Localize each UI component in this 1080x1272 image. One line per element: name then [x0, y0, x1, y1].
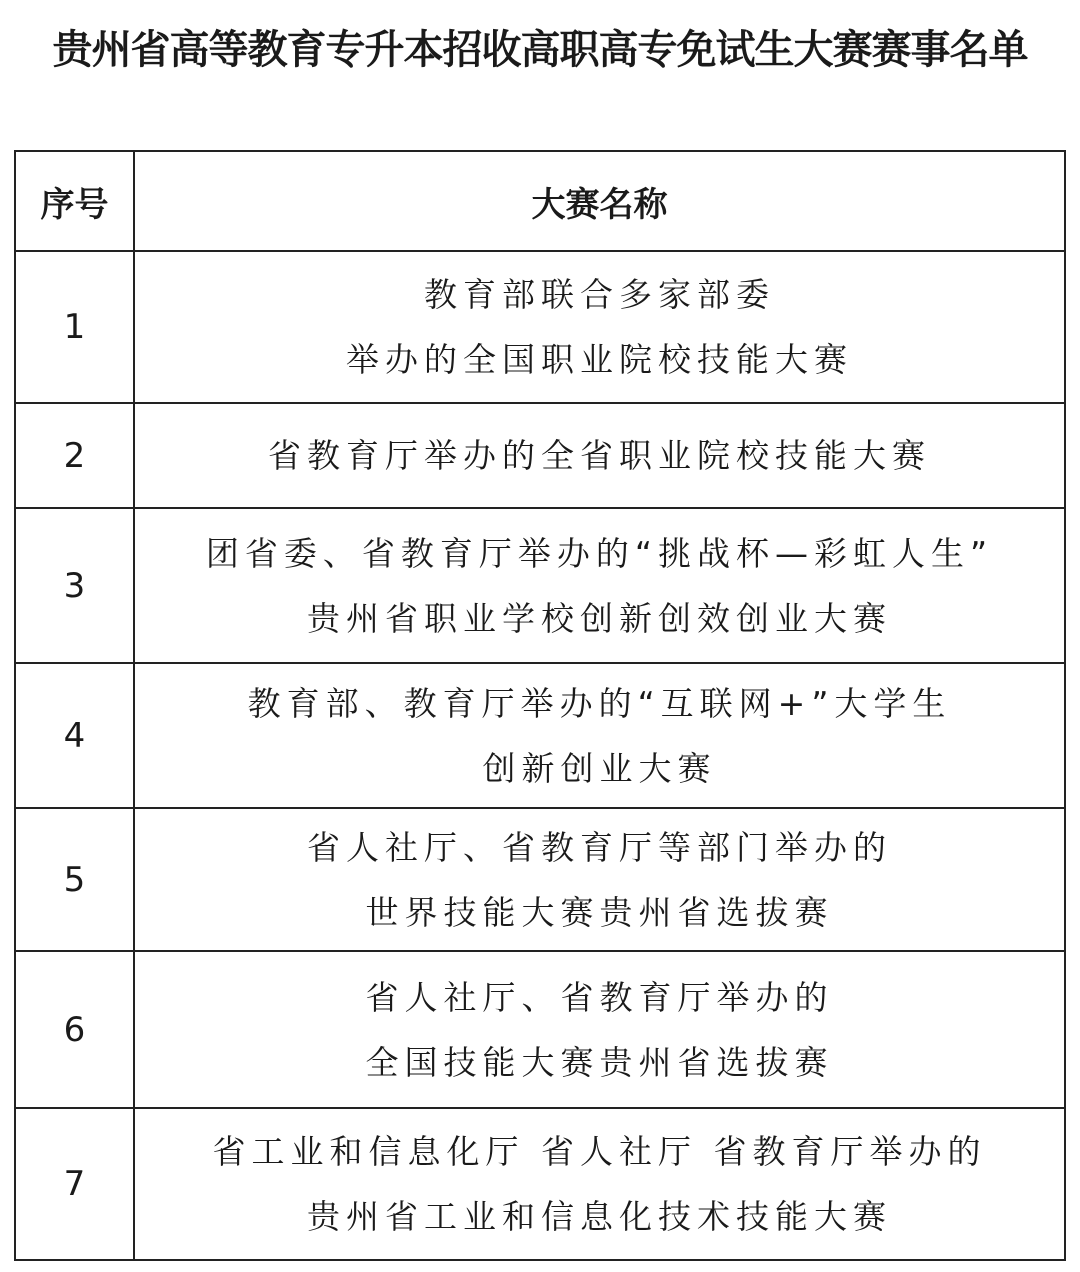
table-row	[15, 1108, 1065, 1260]
competition-table	[14, 150, 1066, 1261]
row-number: 7	[15, 1108, 134, 1260]
row-number: 3	[15, 508, 134, 663]
competition-name	[134, 951, 1065, 1108]
table-row	[15, 808, 1065, 951]
column-header-no: 序号	[15, 151, 134, 251]
competition-name-line: 教育部、教育厅举办的“互联网+”大学生	[247, 683, 952, 723]
competition-name-line: 世界技能大赛贵州省选拔赛	[365, 892, 834, 932]
competition-name-line: 创新创业大赛	[482, 748, 717, 788]
competition-name-line: 全国技能大赛贵州省选拔赛	[365, 1042, 834, 1082]
competition-name	[134, 251, 1065, 403]
table-header-row	[15, 151, 1065, 251]
competition-name	[134, 508, 1065, 663]
row-number: 1	[15, 251, 134, 403]
competition-name	[134, 403, 1065, 508]
row-number: 5	[15, 808, 134, 951]
competition-name-line: 贵州省工业和信息化技术技能大赛	[307, 1197, 892, 1236]
competition-name	[134, 808, 1065, 951]
row-number: 4	[15, 663, 134, 808]
competition-name	[134, 1108, 1065, 1260]
competition-name-line: 举办的全国职业院校技能大赛	[346, 340, 853, 379]
competition-name	[134, 663, 1065, 808]
competition-name-line: 团省委、省教育厅举办的“挑战杯—彩虹人生”	[205, 533, 994, 573]
competition-name-line: 省工业和信息化厅 省人社厅 省教育厅举办的	[212, 1132, 987, 1171]
row-number: 2	[15, 403, 134, 508]
page-title: 贵州省高等教育专升本招收高职高专免试生大赛赛事名单	[52, 26, 1028, 73]
table-row	[15, 251, 1065, 403]
competition-name-line: 省人社厅、省教育厅举办的	[365, 977, 834, 1017]
row-number: 6	[15, 951, 134, 1108]
competition-name-line: 省教育厅举办的全省职业院校技能大赛	[268, 436, 931, 475]
table-row	[15, 951, 1065, 1108]
competition-name-line: 教育部联合多家部委	[424, 275, 775, 314]
competition-name-line: 省人社厅、省教育厅等部门举办的	[307, 827, 892, 867]
table-row	[15, 663, 1065, 808]
column-header-name: 大赛名称	[134, 151, 1065, 251]
table-row	[15, 403, 1065, 508]
competition-name-line: 贵州省职业学校创新创效创业大赛	[307, 598, 892, 638]
table-row	[15, 508, 1065, 663]
